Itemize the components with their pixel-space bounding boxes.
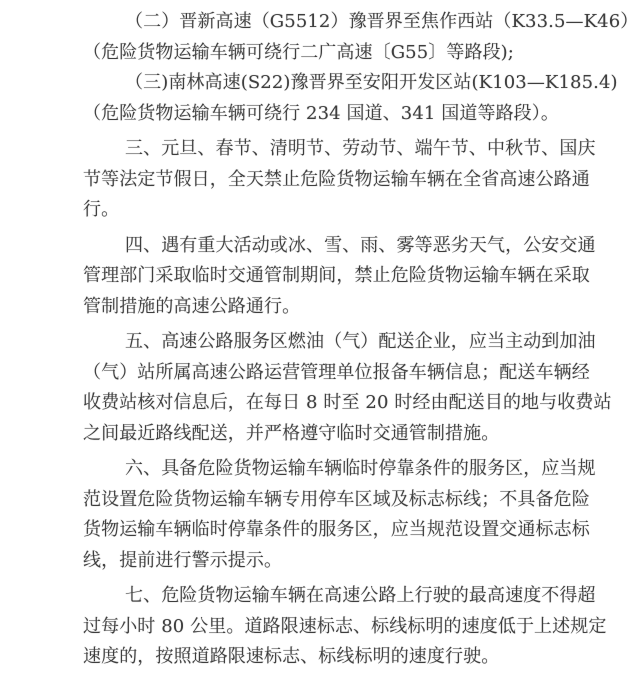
text-line: （危险货物运输车辆可绕行 234 国道、341 国道等路段）。: [83, 102, 559, 124]
section-5: [83, 327, 612, 449]
section-7: [83, 581, 607, 673]
text-line: （危险货物运输车辆可绕行二广高速〔G55〕等路段);: [83, 41, 514, 63]
text-line: 收费站核对信息后，在每日 8 时至 20 时经由配送目的地与收费站: [83, 392, 612, 413]
text-line: 节等法定节假日，全天禁止危险货物运输车辆在全省高速公路通: [83, 168, 590, 190]
clause-route-2: [83, 7, 639, 68]
text-line: 范设置危险货物运输车辆专用停车区域及标志标线；不具备危险: [83, 488, 590, 510]
text-line: 速度的，按照道路限速标志、标线标明的速度行驶。: [83, 646, 500, 667]
text-line: 五、高速公路服务区燃油（气）配送企业，应当主动到加油: [125, 331, 596, 352]
text-line: 过每小时 80 公里。道路限速标志、标线标明的速度低于上述规定: [83, 615, 607, 637]
text-line: 三、元旦、春节、清明节、劳动节、端午节、中秋节、国庆: [125, 138, 596, 159]
text-line: 六、具备危险货物运输车辆临时停靠条件的服务区，应当规: [125, 458, 596, 479]
text-line: 七、危险货物运输车辆在高速公路上行驶的最高速度不得超: [125, 585, 596, 606]
section-3: [83, 134, 596, 226]
text-line: 之间最近路线配送，并严格遵守临时交通管制措施。: [83, 422, 500, 444]
section-6: [83, 454, 596, 576]
section-4: [83, 231, 596, 323]
text-line: 行。: [83, 199, 120, 220]
text-line: （二）晋新高速（G5512）豫晋界至焦作西站（K33.5—K46）: [125, 11, 639, 32]
text-line: （三)南林高速(S22)豫晋界至安阳开发区站(K103—K185.4): [125, 72, 618, 93]
text-line: （气）站所属高速公路运营管理单位报备车辆信息；配送车辆经: [83, 361, 590, 383]
clause-route-3: [83, 68, 618, 129]
text-line: 管理部门采取临时交通管制期间，禁止危险货物运输车辆在采取: [83, 265, 590, 286]
text-line: 四、遇有重大活动或冰、雪、雨、雾等恶劣天气，公安交通: [125, 234, 596, 256]
text-line: 管制措施的高速公路通行。: [83, 295, 301, 317]
text-line: 货物运输车辆临时停靠条件的服务区，应当规范设置交通标志标: [83, 519, 590, 540]
text-line: 线，提前进行警示提示。: [83, 549, 283, 571]
